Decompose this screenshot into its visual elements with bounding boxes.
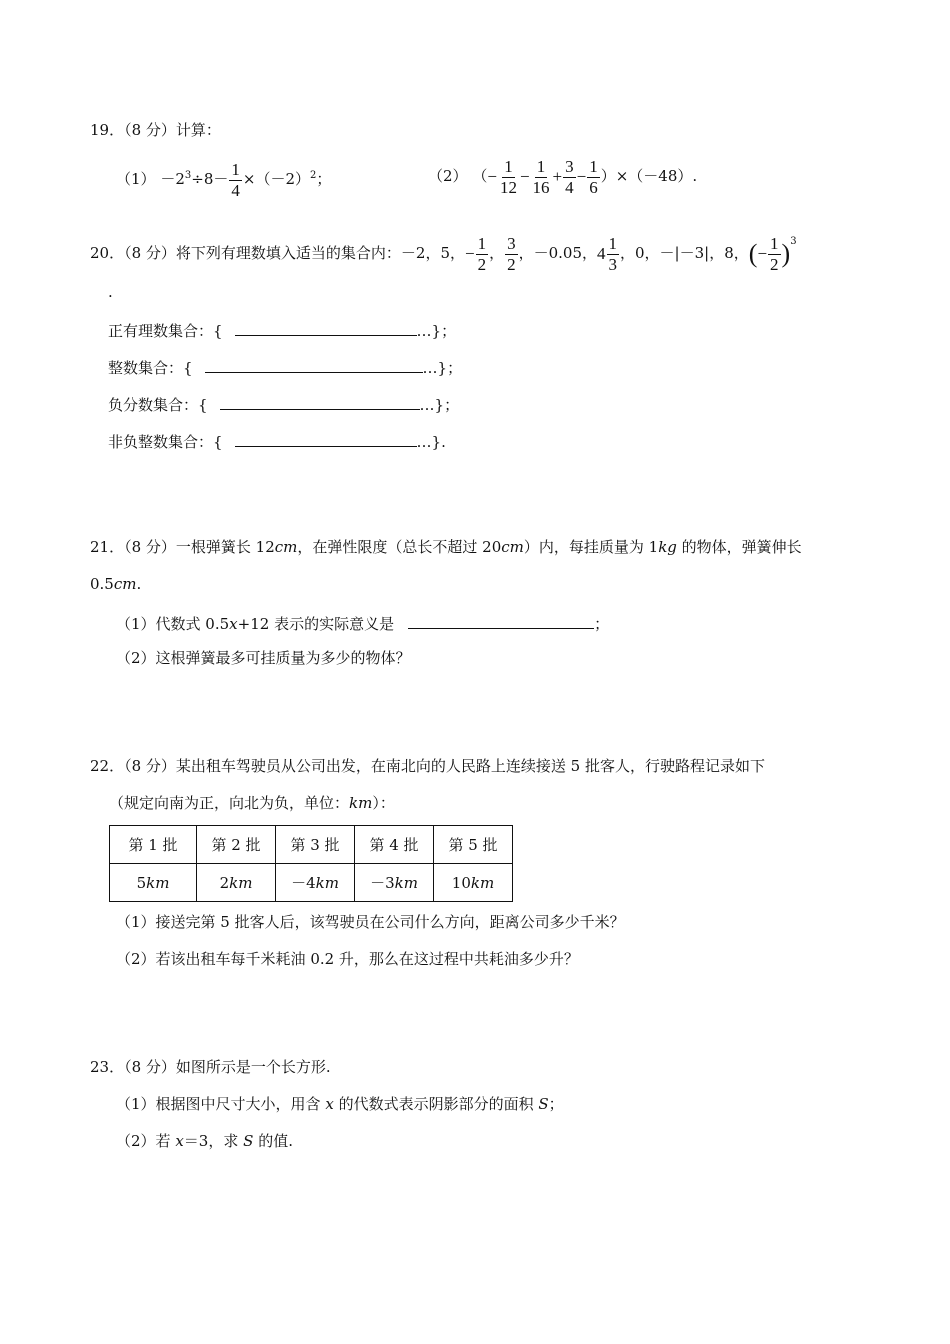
q23-part1 bbox=[116, 1097, 564, 1112]
text: （1）根据图中尺寸大小，用含 bbox=[116, 1095, 321, 1113]
q19-part1-expr bbox=[160, 159, 332, 200]
exponent: 3 bbox=[184, 170, 192, 181]
q19-title: 计算： bbox=[175, 121, 221, 139]
table-header-cell: 第 2 批 bbox=[197, 826, 276, 864]
text: +12 表示的实际意义是 bbox=[237, 615, 395, 633]
text: （1）代数式 0.5 bbox=[116, 615, 230, 633]
q22-line2 bbox=[109, 796, 395, 811]
denominator: 2 bbox=[477, 254, 487, 274]
table-header-cell: 第 5 批 bbox=[434, 826, 513, 864]
q20-line bbox=[90, 222, 797, 274]
text: ，在弹性限度（总长不超过 20 bbox=[297, 538, 502, 556]
q21-part2: （2）这根弹簧最多可挂质量为多少的物体？ bbox=[116, 649, 411, 667]
answer-blank[interactable] bbox=[205, 358, 423, 373]
q20-set-positive bbox=[108, 321, 456, 339]
numerator: 1 bbox=[608, 233, 618, 253]
numerator: 1 bbox=[536, 156, 546, 176]
answer-blank[interactable] bbox=[235, 432, 417, 447]
fraction bbox=[476, 235, 489, 274]
set-end: …}； bbox=[422, 359, 463, 377]
sign: − bbox=[576, 167, 587, 186]
q20-text: 将下列有理数填入适当的集合内：－2，5， bbox=[175, 244, 465, 262]
answer-blank[interactable] bbox=[408, 614, 594, 629]
denominator: 6 bbox=[589, 177, 598, 197]
text: ）内，每挂质量为 1 bbox=[523, 538, 659, 556]
numerator: 3 bbox=[565, 156, 574, 176]
variable: x bbox=[229, 615, 238, 633]
expr-text: ； bbox=[316, 170, 332, 188]
sign: − bbox=[487, 167, 497, 186]
mixed-whole: 4 bbox=[597, 244, 606, 263]
text: 的代数式表示阴影部分的面积 bbox=[338, 1095, 534, 1113]
unit: km bbox=[349, 794, 373, 812]
table-header-cell: 第 1 批 bbox=[110, 826, 197, 864]
variable: S bbox=[538, 1095, 549, 1113]
exponent: 2 bbox=[310, 170, 317, 181]
cell-value: －4 bbox=[291, 874, 316, 892]
unit: cm bbox=[274, 538, 298, 556]
fraction bbox=[563, 158, 576, 197]
set-label: 负分数集合：{ bbox=[108, 396, 208, 414]
unit: km bbox=[315, 874, 339, 892]
denominator: 2 bbox=[507, 254, 516, 274]
exponent: 3 bbox=[790, 236, 797, 247]
denominator: 16 bbox=[532, 177, 550, 197]
numerator: 1 bbox=[504, 156, 513, 176]
q21-line1 bbox=[90, 540, 802, 555]
expr-text: ，－0.05， bbox=[518, 244, 598, 262]
q23-number: 23． bbox=[90, 1058, 125, 1076]
denominator: 2 bbox=[770, 254, 779, 274]
text: ＝3，求 bbox=[183, 1132, 239, 1150]
denominator: 4 bbox=[231, 180, 240, 200]
text: （2）若 bbox=[116, 1132, 171, 1150]
fraction bbox=[505, 235, 518, 274]
q19-part1 bbox=[116, 157, 331, 199]
denominator: 12 bbox=[499, 177, 517, 197]
text: （规定向南为正，向北为负，单位： bbox=[109, 794, 350, 812]
table-cell bbox=[276, 864, 355, 902]
text: ； bbox=[594, 615, 610, 633]
table-cell bbox=[197, 864, 276, 902]
variable: S bbox=[243, 1132, 254, 1150]
q20-set-negative-fraction bbox=[108, 395, 459, 413]
fraction bbox=[607, 235, 620, 274]
q22-number: 22． bbox=[90, 757, 125, 775]
text: . bbox=[136, 575, 142, 593]
set-label: 整数集合：{ bbox=[108, 359, 193, 377]
set-end: …}. bbox=[416, 433, 446, 451]
fraction bbox=[498, 158, 519, 197]
variable: x bbox=[175, 1132, 184, 1150]
text: ； bbox=[548, 1095, 564, 1113]
q20-score: （8 分） bbox=[124, 244, 176, 262]
q20-set-integer bbox=[108, 358, 462, 376]
q23-score: （8 分） bbox=[124, 1058, 176, 1076]
cell-value: 2 bbox=[219, 873, 230, 892]
cell-value: 5 bbox=[136, 873, 147, 892]
q19-part1-label: （1） bbox=[116, 170, 156, 188]
denominator: 4 bbox=[565, 177, 574, 197]
unit: km bbox=[229, 873, 253, 892]
paren: ( bbox=[748, 239, 758, 268]
q22-record-table bbox=[109, 825, 513, 902]
text: 某出租车驾驶员从公司出发，在南北向的人民路上连续接送 5 批客人，行驶路程记录如下 bbox=[175, 757, 765, 775]
q21-score: （8 分） bbox=[124, 538, 176, 556]
table-header-cell: 第 3 批 bbox=[276, 826, 355, 864]
q23-heading bbox=[90, 1060, 331, 1075]
expr-text: ÷8－ bbox=[191, 170, 229, 188]
q23-part2 bbox=[116, 1134, 293, 1149]
text: 的物体，弹簧伸长 bbox=[676, 538, 802, 556]
q19-part2 bbox=[428, 157, 697, 196]
numerator: 1 bbox=[770, 233, 779, 253]
numerator: 1 bbox=[477, 233, 487, 253]
expr-text: －2 bbox=[160, 170, 185, 188]
text: ）： bbox=[372, 794, 395, 812]
expr-text: ，0，－|－3|，8， bbox=[620, 244, 749, 262]
table-row bbox=[110, 864, 513, 902]
text: 的值. bbox=[258, 1132, 293, 1150]
table-row bbox=[110, 826, 513, 864]
q20-trailing-dot: . bbox=[108, 283, 113, 301]
q19-score: （8 分） bbox=[124, 121, 176, 139]
set-label: 非负整数集合：{ bbox=[108, 433, 223, 451]
variable: x bbox=[325, 1095, 334, 1113]
expr-text: ×（－2） bbox=[242, 170, 310, 188]
q21-line2 bbox=[90, 577, 141, 592]
answer-blank[interactable] bbox=[235, 321, 417, 336]
q23-title: 如图所示是一个长方形. bbox=[175, 1058, 331, 1076]
cell-value: －3 bbox=[370, 874, 395, 892]
sign: − bbox=[519, 167, 530, 186]
fraction bbox=[229, 161, 242, 200]
table-cell bbox=[434, 864, 513, 902]
q20-number: 20． bbox=[90, 244, 125, 262]
q20-set-nonnegative-integer bbox=[108, 432, 446, 450]
numerator: 1 bbox=[589, 156, 598, 176]
fraction bbox=[531, 158, 552, 197]
q21-number: 21． bbox=[90, 538, 125, 556]
sign: − bbox=[465, 244, 475, 263]
sign: + bbox=[552, 167, 563, 186]
q22-part1: （1）接送完第 5 批客人后，该驾驶员在公司什么方向，距离公司多少千米？ bbox=[116, 913, 625, 931]
q19-number: 19． bbox=[90, 121, 125, 139]
paren: ) bbox=[781, 239, 791, 268]
paren: （ bbox=[472, 167, 488, 185]
set-end: …}； bbox=[416, 322, 457, 340]
set-end: …}； bbox=[419, 396, 460, 414]
unit: km bbox=[470, 873, 495, 892]
q19-part2-label: （2） bbox=[428, 167, 468, 185]
unit: cm bbox=[501, 538, 524, 556]
fraction bbox=[587, 158, 600, 197]
unit: kg bbox=[658, 538, 677, 556]
table-cell bbox=[110, 864, 197, 902]
separator: ， bbox=[489, 244, 505, 262]
unit: cm bbox=[113, 575, 137, 593]
numerator: 1 bbox=[231, 159, 240, 179]
q22-score: （8 分） bbox=[124, 757, 176, 775]
q21-part1 bbox=[116, 614, 609, 632]
answer-blank[interactable] bbox=[220, 395, 420, 410]
unit: km bbox=[146, 873, 170, 892]
set-label: 正有理数集合：{ bbox=[108, 322, 223, 340]
table-cell bbox=[355, 864, 434, 902]
text: 一根弹簧长 12 bbox=[175, 538, 275, 556]
unit: km bbox=[394, 874, 418, 892]
expr-text: ）×（－48）. bbox=[600, 167, 698, 185]
cell-value: 10 bbox=[451, 873, 471, 892]
table-header-cell: 第 4 批 bbox=[355, 826, 434, 864]
sign: − bbox=[757, 244, 768, 263]
denominator: 3 bbox=[608, 254, 618, 274]
text: 0.5 bbox=[90, 575, 114, 593]
q19-heading bbox=[90, 123, 221, 138]
fraction bbox=[768, 235, 781, 274]
q22-part2: （2）若该出租车每千米耗油 0.2 升，那么在这过程中共耗油多少升？ bbox=[116, 950, 579, 968]
q22-line1 bbox=[90, 759, 765, 774]
numerator: 3 bbox=[507, 233, 516, 253]
